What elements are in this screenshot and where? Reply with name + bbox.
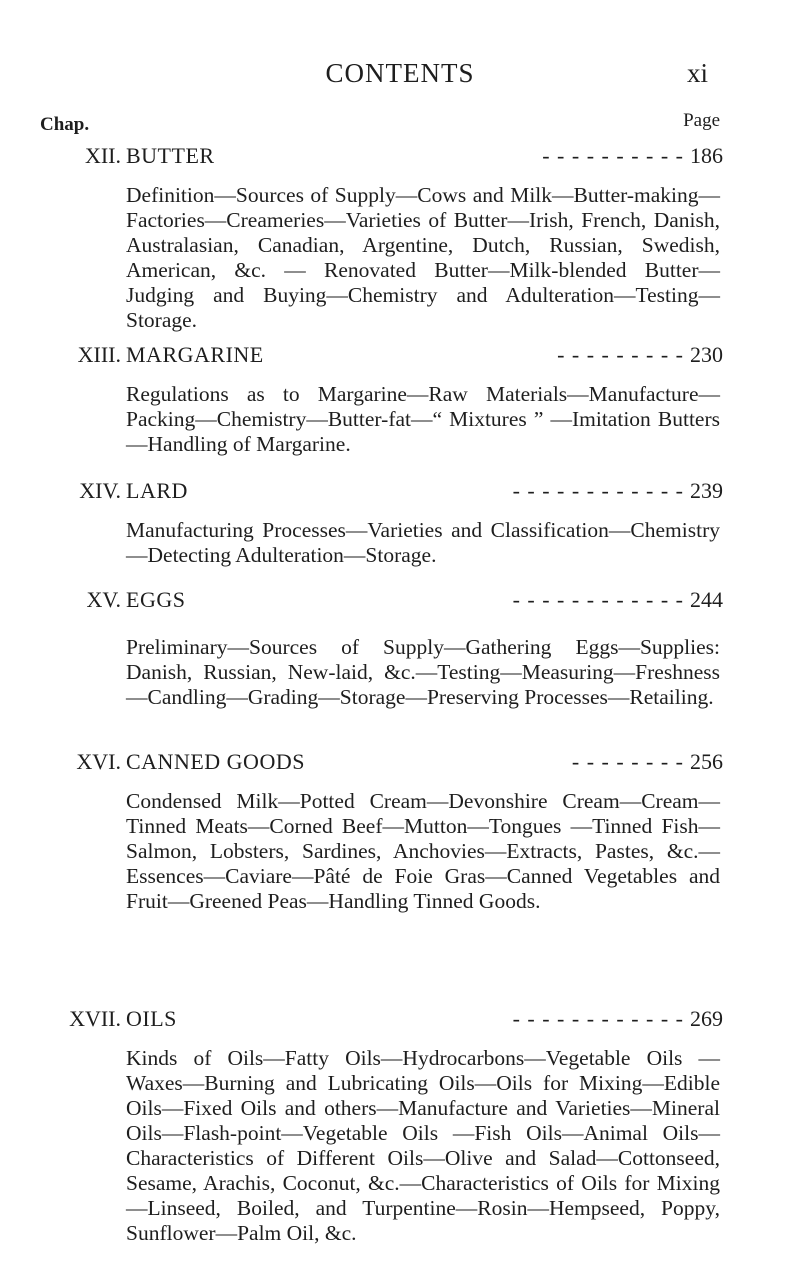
page-number: xi — [686, 58, 708, 88]
toc-entry-canned-goods — [0, 749, 800, 914]
chapter-page: 186 — [690, 143, 723, 168]
leader-dots: - - - - - - - - — [571, 749, 684, 774]
chapter-description: Preliminary—Sources of Supply—Gathering Eggs—Supplies: Danish, Russian, New-laid, &c.—Testing—Measuring—Freshness—Candling—Grading—Storage—Preserving Processes—Retailing. — [126, 635, 720, 709]
leader-dots: - - - - - - - - - - - - — [512, 587, 684, 612]
chapter-description: Definition—Sources of Supply—Cows and Milk—Butter-making—Factories—Creameries—Varieties of Butter—Irish, French, Danish, Australasian, Canadian, Argentine, Dutch, Russian, Swedish, American, &c. — Renovated Butter—Milk-blended Butter—Judging and Buying—Chemistry and Adulteration—Testing—Storage. — [126, 183, 720, 332]
leader-dots: - - - - - - - - - - - - — [512, 478, 684, 503]
chapter-number: XVI. — [76, 749, 121, 774]
chapter-title: BUTTER — [126, 143, 215, 168]
toc-entry-heading — [0, 342, 800, 372]
toc-entry-heading — [0, 749, 800, 779]
toc-entry-eggs — [0, 587, 800, 710]
chapter-number: XIII. — [77, 342, 121, 367]
page-column-label: Page — [683, 110, 720, 131]
toc-entry-heading — [0, 587, 800, 617]
leader-dots: - - - - - - - - - - - - — [512, 1006, 684, 1031]
chapter-number: XII. — [84, 143, 121, 168]
page-title: CONTENTS — [325, 58, 475, 88]
toc-entry-butter — [0, 143, 800, 333]
chapter-title: LARD — [126, 478, 188, 503]
toc-entry-lard — [0, 478, 800, 568]
chapter-page: 269 — [690, 1006, 723, 1031]
toc-entry-heading — [0, 478, 800, 508]
chapter-page: 244 — [690, 587, 723, 612]
chapter-page: 230 — [690, 342, 723, 367]
chap-column-label: Chap. — [40, 114, 90, 135]
chapter-description: Condensed Milk—Potted Cream—Devonshire Cream—Cream—Tinned Meats—Corned Beef—Mutton—Tongues —Tinned Fish—Salmon, Lobsters, Sardines, Anchovies—Extracts, Pastes, &c.—Essences—Caviare—Pâté de Foie Gras—Canned Vegetables and Fruit—Greened Peas—Handling Tinned Goods. — [126, 789, 720, 913]
toc-entry-margarine — [0, 342, 800, 457]
chapter-title: MARGARINE — [126, 342, 264, 367]
toc-entry-oils — [0, 1006, 800, 1246]
chapter-number: XV. — [86, 587, 121, 612]
chapter-title: CANNED GOODS — [126, 749, 305, 774]
chapter-page: 239 — [690, 478, 723, 503]
chapter-description: Kinds of Oils—Fatty Oils—Hydrocarbons—Vegetable Oils —Waxes—Burning and Lubricating Oils—Oils for Mixing—Edible Oils—Fixed Oils and others—Manufacture and Varieties—Mineral Oils—Flash-point—Vegetable Oils —Fish Oils—Animal Oils—Characteristics of Different Oils—Olive and Salad—Cottonseed, Sesame, Arachis, Coconut, &c.—Characteristics of Oils for Mixing—Linseed, Boiled, and Turpentine—Rosin—Hempseed, Poppy, Sunflower—Palm Oil, &c. — [126, 1046, 720, 1245]
toc-entry-heading — [0, 143, 800, 173]
running-header — [0, 58, 800, 98]
chapter-title: EGGS — [126, 587, 186, 612]
chapter-number: XVII. — [69, 1006, 121, 1031]
chapter-description: Regulations as to Margarine—Raw Materials—Manufacture—Packing—Chemistry—Butter-fat—“ Mixtures ” —Imitation Butters—Handling of Margarine. — [126, 382, 720, 456]
chapter-title: OILS — [126, 1006, 177, 1031]
chapter-page: 256 — [690, 749, 723, 774]
leader-dots: - - - - - - - - - — [557, 342, 684, 367]
toc-entry-heading — [0, 1006, 800, 1036]
chapter-description: Manufacturing Processes—Varieties and Classification—Chemistry—Detecting Adulteration—Storage. — [126, 518, 720, 567]
leader-dots: - - - - - - - - - - — [542, 143, 684, 168]
column-labels — [40, 110, 720, 138]
chapter-number: XIV. — [79, 478, 121, 503]
